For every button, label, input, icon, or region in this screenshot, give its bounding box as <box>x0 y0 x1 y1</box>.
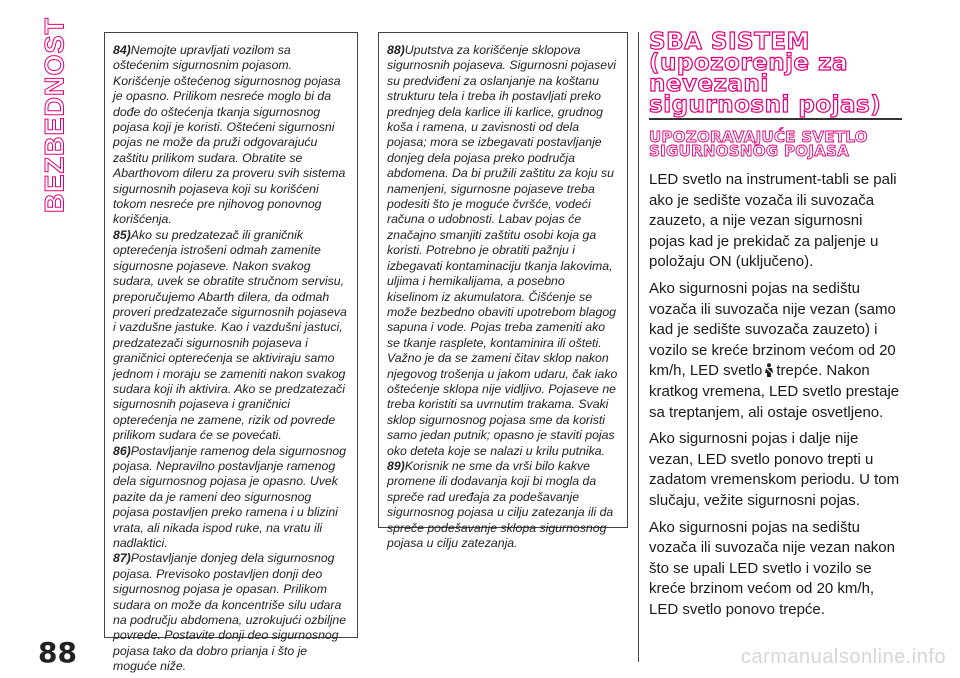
main-content <box>649 29 902 626</box>
paragraph-4: Ako sigurnosni pojas na sedištu vozača ili suvozača nije vezan nakon što se upali LED svetlo i vozilo se kreće brzinom većom od 20 km/h, LED svetlo ponovo trepće. <box>649 518 895 618</box>
note-88: 88)Uputstva za korišćenje sklopova sigurnosnih pojaseva. Sigurnosni pojasevi su predviđeni za oslanjanje na koštanu strukturu tela i treba ih postavljati preko prednjeg dela karlice ili karlice, grudnog koša i ramena, u zavisnosti od dela pojasa; mora se izbegavati postavljanje donjeg dela pojasa preko područja abdomena. Da bi pružili zaštitu za koju su namenjeni, sigurnosne pojaseve treba podesiti što je moguće čvršće, vodeći računa o udobnosti. Labav pojas će značajno smanjiti zaštitu osobi koja ga koristi. Potrebno je obratiti pažnju i izbegavati kontaminaciju tkanja lakovima, uljima i hemikalijama, a posebno kiselinom iz akumulatora. Čišćenje se može bezbedno obaviti upotrebom blagog sapuna i vode. Pojas treba zameniti ako se tkanje rasplete, kontaminira ili ošteti. Važno je da se zameni čitav sklop nakon njegovog trošenja u jakom udaru, čak iako oštećenje sklopa nije vidljivo. Pojaseve ne treba koristiti sa uvrnutim trakama. Svaki sklop sigurnosnog pojasa sme da koristi samo jedan putnik; opasno je staviti pojas oko deteta koje se nalazi u krilu putnika. <box>387 43 618 458</box>
body-text <box>649 170 902 620</box>
paragraph-1: LED svetlo na instrument-tabli se pali ako je sedište vozača ili suvozača zauzeto, a nije vezan sigurnosni pojas kad je prekidač za paljenje u položaju ON (uključeno). <box>649 171 897 271</box>
watermark: carmanualsonline.info <box>740 646 946 668</box>
paragraph-3: Ako sigurnosni pojas i dalje nije vezan, LED svetlo ponovo trepti u zadatom vremenskom periodu. U tom slučaju, vežite sigurnosni pojas. <box>649 430 900 509</box>
subsection-heading: UPOZORAVAJUĆE SVETLO SIGURNOSNOG POJASA <box>649 128 868 160</box>
section-heading: SBA SISTEM (upozorenje za nevezani sigurnosni pojas) <box>649 29 882 118</box>
paragraph-2: Ako sigurnosni pojas na sedištu vozača ili suvozača nije vezan (samo kad je sedište suvozača zauzeto) i vozilo se kreće brzinom većom od 20 km/h, LED svetlo trepće. Nakon kratkog vremena, LED svetlo prestaje sa treptanjem, ali ostaje osvetljeno. <box>649 279 900 421</box>
page-number: 88 <box>38 636 77 669</box>
column-divider <box>638 32 639 662</box>
note-84: 84)Nemojte upravljati vozilom sa oštećenim sigurnosnim pojasom. Korišćenje oštećenog sigurnosnog pojasa je opasno. Prilikom nesreće moglo bi da dođe do oštećenja tkanja sigurnosnog pojasa koji je koristi. Oštećeni sigurnosni pojas ne može da pruži odgovarajuću zaštitu prilikom sudara. Obratite se Abarthovom dileru za proveru svih sistema sigurnosnih pojaseva koji su korišćeni tokom nesreće pre njihovog ponovnog korišćenja. <box>113 43 346 227</box>
section-tab <box>32 16 78 214</box>
notes-box-left <box>104 32 358 674</box>
section-tab-label: BEZBEDNOST <box>39 16 70 214</box>
note-87: 87)Postavljanje donjeg dela sigurnosnog pojasa. Previsoko postavljen donji deo sigurnosnog pojasa je opasan. Prilikom sudara on može da koncentriše silu udara na području abdomena, uzrokujući ozbiljne povrede. Postavite donji deo sigurnosnog pojasa tako da dobro prianja i što je moguće niže. <box>113 551 347 674</box>
note-89: 89)Korisnik ne sme da vrši bilo kakve promene ili dodavanja koji bi mogla da spreče rad uređaja za podešavanje sigurnosnog pojasa u cilju zatezanja ili da spreče podešavanje sklopa sigurnosnog pojasa u cilju zatezanja. <box>387 458 614 550</box>
note-86: 86)Postavljanje ramenog dela sigurnosnog pojasa. Nepravilno postavljanje ramenog dela sigurnosnog pojasa je opasno. Uvek pazite da je rameni deo sigurnosnog pojasa postavljen preko ramena i u blizini vrata, ali nikada ispod ruke, na vratu ili nadlaktici. <box>113 443 347 550</box>
seatbelt-warning-icon <box>763 363 775 377</box>
notes-box-middle <box>378 32 628 550</box>
note-85: 85)Ako su predzatezač ili graničnik opterećenja istrošeni odmah zamenite sigurnosne pojaseve. Nakon svakog sudara, uvek se obratite stručnom servisu, preporučujemo Abarth dilera, da odmah proveri predzatezače sigurnosnih pojaseva i vazdušne jastuke. Kao i vazdušni jastuci, predzatezači sigurnosnih pojaseva i graničnici opterećenja se aktiviraju samo jednom i moraju se zameniti nakon svakog sudara koji ih aktivira. Ako se predzatezači sigurnosnih pojaseva i graničnici opterećenja ne zamene, rizik od povrede prilikom sudara će se povećati. <box>113 227 347 443</box>
heading-rule <box>649 118 902 120</box>
